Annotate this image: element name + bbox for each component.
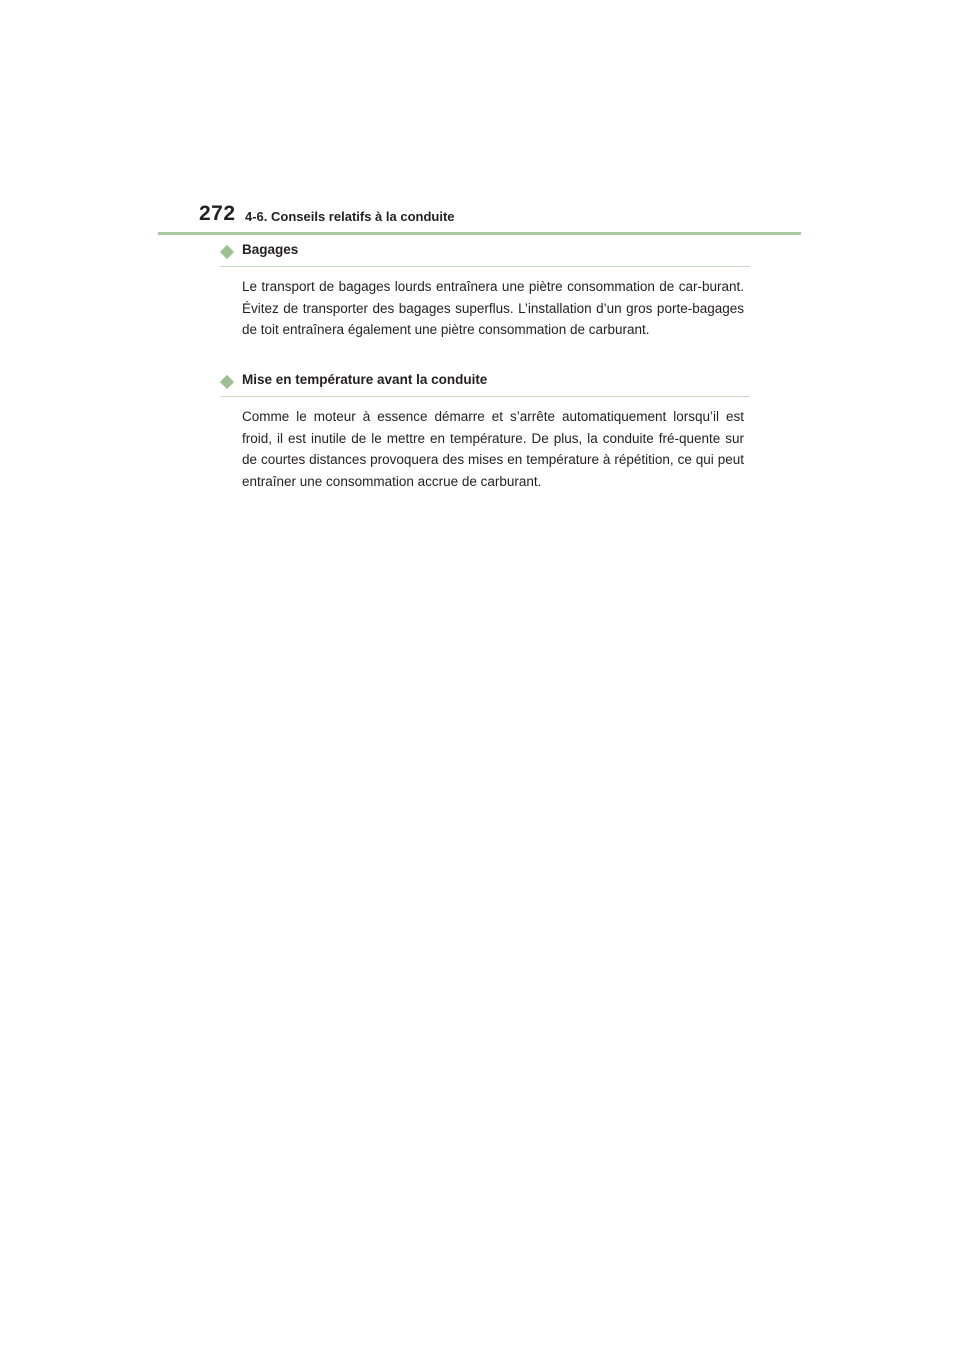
diamond-bullet-icon — [220, 375, 234, 389]
diamond-bullet-icon — [220, 245, 234, 259]
subsection-title: Bagages — [242, 242, 299, 257]
subsection-body: Le transport de bagages lourds entraînera une piètre consommation de car-burant. Évitez de transporter des bagages superflus. L’installation d’un gros porte-bagages de toit entraînera également une piètre consommation de carburant. — [242, 279, 744, 338]
subsection-heading — [220, 242, 750, 268]
subsection-body: Comme le moteur à essence démarre et s’arrête automatiquement lorsqu’il est froid, il est inutile de le mettre en température. De plus, la conduite fré-quente sur de courtes distances provoquera des mises en température à répétition, ce qui peut entraîner une consommation accrue de carburant. — [242, 409, 744, 490]
header-divider — [158, 232, 801, 235]
subsection-heading — [220, 372, 750, 398]
page-header — [199, 198, 801, 236]
subsection-bagages — [220, 242, 750, 341]
section-title: 4-6. Conseils relatifs à la conduite — [245, 209, 455, 224]
page-number: 272 — [199, 202, 236, 225]
subsection-divider — [220, 266, 750, 267]
subsection-divider — [220, 396, 750, 397]
subsection-title: Mise en température avant la conduite — [242, 372, 488, 387]
subsection-mise-en-temperature — [220, 372, 750, 493]
